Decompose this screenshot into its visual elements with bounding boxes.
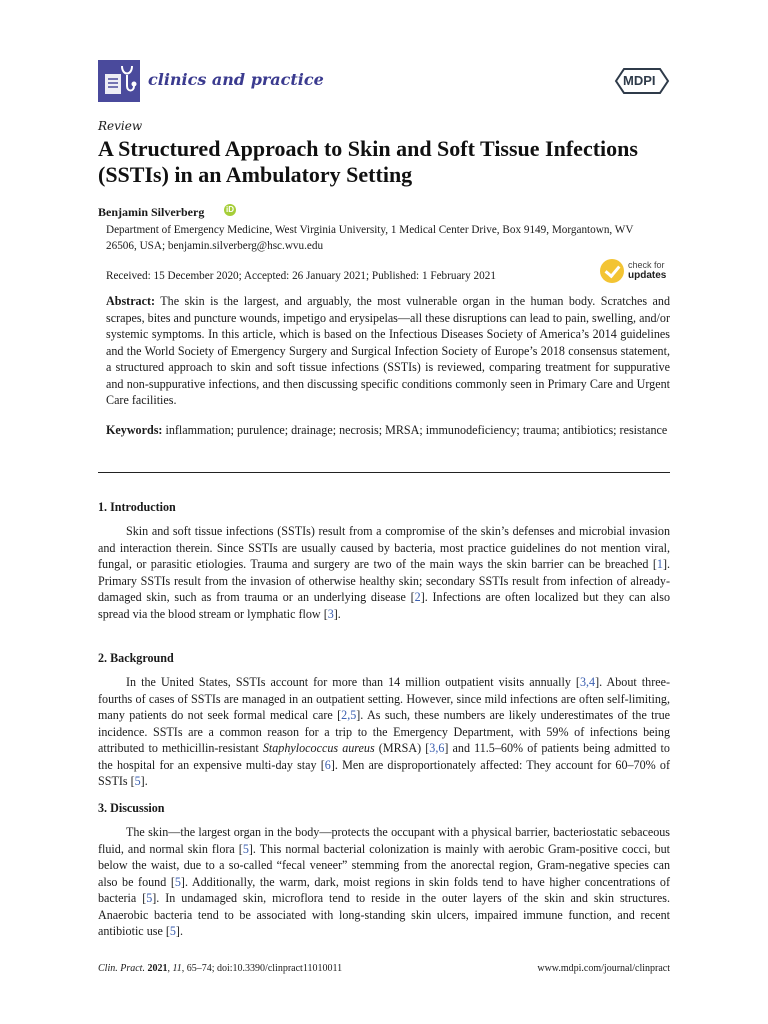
citation-link[interactable]: 3,6 — [429, 741, 445, 755]
citation-link[interactable]: 5 — [174, 874, 181, 889]
orcid-icon[interactable]: iD — [226, 205, 234, 214]
text-run: ]. Additionally, the warm, dark, moist regions in skin folds tend to have higher concentrations of bacteria [ — [98, 874, 670, 905]
citation-link[interactable]: 1 — [656, 557, 663, 571]
text-run: (MRSA) [ — [374, 741, 430, 755]
footer-pages-doi: , 65–74; doi:10.3390/clinpract11010011 — [181, 963, 343, 974]
text-run: Skin and soft tissue infections (SSTIs) result from a compromise of the skin’s defenses and microbial invasion and interaction therein. Since SSTIs are usually caused by bacteria, most practice guidelines do not mention viral, fungal, or parasitic etiologies. Trauma and surgery are two of the main ways the skin barrier can be breached [ — [98, 524, 670, 571]
text-run: ] and 11.5–60% of patients being admitted to the hospital for an expensive multi-day stay [ — [98, 741, 670, 772]
journal-logo — [98, 60, 140, 102]
text-run: ]. — [140, 774, 148, 788]
discussion-paragraph — [98, 824, 670, 940]
text-run: ]. In undamaged skin, microflora tend to reside in the outer layers of the skin and skin structures. Anaerobic bacteria tend to be associated with long-standing skin ulcers, impaired immune function, and recent antibiotic use [ — [98, 891, 670, 938]
citation-link[interactable]: 5 — [169, 924, 176, 938]
introduction-paragraph — [98, 523, 670, 622]
section-heading-background: 2. Background — [98, 651, 174, 665]
citation-link[interactable]: 6 — [324, 757, 331, 772]
check-updates-line1: check for — [628, 260, 665, 270]
abstract-text: The skin is the largest, and arguably, the most vulnerable organ in the human body. Scratches and scrapes, bites and puncture wounds, impetigo and erysipelas—all these disruptions can lead to pain, swelling, and/or systemic symptoms. In this article, which is based on the Infectious Diseases Society of America’s 2014 guidelines and the World Society of Emergency Surgery and Surgical Infection Society of Europe’s 2018 consensus statement, a structured approach to skin and soft tissue infections (SSTIs) is reviewed, comparing treatment for suppurative and non-suppurative infections, and then discussing specific conditions commonly seen in Primary Care and Urgent Care facilities. — [106, 294, 670, 407]
keywords — [106, 422, 670, 439]
text-run: In the United States, SSTIs account for more than 14 million outpatient visits annually [ — [126, 675, 580, 689]
publisher-name: MDPI — [623, 73, 656, 88]
author-name[interactable]: Benjamin Silverberg — [98, 205, 205, 219]
footer-url[interactable]: www.mdpi.com/journal/clinpract — [537, 963, 670, 974]
section-heading-introduction: 1. Introduction — [98, 500, 176, 514]
footer-volume: 11 — [172, 963, 182, 974]
article-title: A Structured Approach to Skin and Soft Tissue Infections (SSTIs) in an Ambulatory Setting — [98, 136, 638, 187]
text-run: ]. Primary SSTIs result from the invasion of otherwise healthy skin; secondary SSTIs result from infection of already-damaged skin, such as from trauma or an underlying disease [ — [98, 557, 670, 604]
check-icon — [600, 259, 624, 283]
check-for-updates-button[interactable] — [600, 258, 674, 284]
citation-link[interactable]: 2,5 — [341, 708, 357, 722]
check-updates-line2: updates — [628, 270, 667, 281]
article-type: Review — [98, 119, 143, 133]
background-paragraph — [98, 674, 670, 790]
text-run: ]. — [175, 924, 183, 938]
divider — [98, 472, 670, 473]
footer-citation: Clin. Pract. 2021, 11, 65–74; doi:10.3390/clinpract11010011 — [98, 963, 343, 974]
citation-link[interactable]: 5 — [242, 841, 249, 856]
text-run: ]. This normal bacterial colonization is mainly with aerobic Gram-positive cocci, but below the waist, due to a so-called “fecal veneer” stemming from the anorectal region, Gram-negative species can also be found [ — [98, 841, 670, 889]
text-run: ]. Infections are often localized but they can also spread via the blood stream or lymphatic flow [ — [98, 590, 670, 621]
footer-year: 2021 — [147, 963, 168, 974]
text-run: The skin—the largest organ in the body—protects the occupant with a physical barrier, bacteriostatic sebaceous fluid, and normal skin flora [ — [98, 825, 670, 856]
stethoscope-icon — [98, 60, 140, 102]
citation-link[interactable]: 2 — [414, 590, 421, 604]
footer-journal-abbrev: Clin. Pract. — [98, 963, 145, 974]
text-run: ]. As such, these numbers are likely underestimates of the true incidence. SSTIs are a common reason for a trip to the Emergency Department, with 59% of infections being attributed to methicillin-resistant — [98, 708, 670, 755]
affiliation: Department of Emergency Medicine, West Virginia University, 1 Medical Center Drive, Box 9149, Morgantown, WV 26506, USA; benjamin.silverberg@hsc.wvu.edu — [106, 224, 634, 252]
abstract — [106, 293, 670, 409]
publication-dates: Received: 15 December 2020; Accepted: 26 January 2021; Published: 1 February 2021 — [106, 270, 496, 282]
keywords-label: Keywords: — [106, 423, 163, 437]
citation-link[interactable]: 3 — [327, 606, 334, 621]
citation-link[interactable]: 3,4 — [579, 675, 596, 689]
keywords-text: inflammation; purulence; drainage; necrosis; MRSA; immunodeficiency; trauma; antibiotics; resistance — [165, 423, 668, 437]
citation-link[interactable]: 5 — [146, 891, 153, 905]
text-run: ]. Men are disproportionately affected: They account for 60–70% of SSTIs [ — [98, 757, 670, 788]
text-run: ]. — [333, 606, 341, 621]
text-run: ]. About three-fourths of cases of SSTIs are managed in an outpatient setting. However, since mild infections are often self-limiting, many patients do not seek formal medical care [ — [98, 675, 670, 722]
abstract-label: Abstract: — [106, 294, 156, 308]
mdpi-logo — [612, 66, 670, 96]
section-heading-discussion: 3. Discussion — [98, 801, 165, 815]
species-name: Staphylococcus aureus — [262, 741, 375, 755]
citation-link[interactable]: 5 — [134, 774, 141, 788]
journal-name: clinics and practice — [148, 70, 324, 89]
